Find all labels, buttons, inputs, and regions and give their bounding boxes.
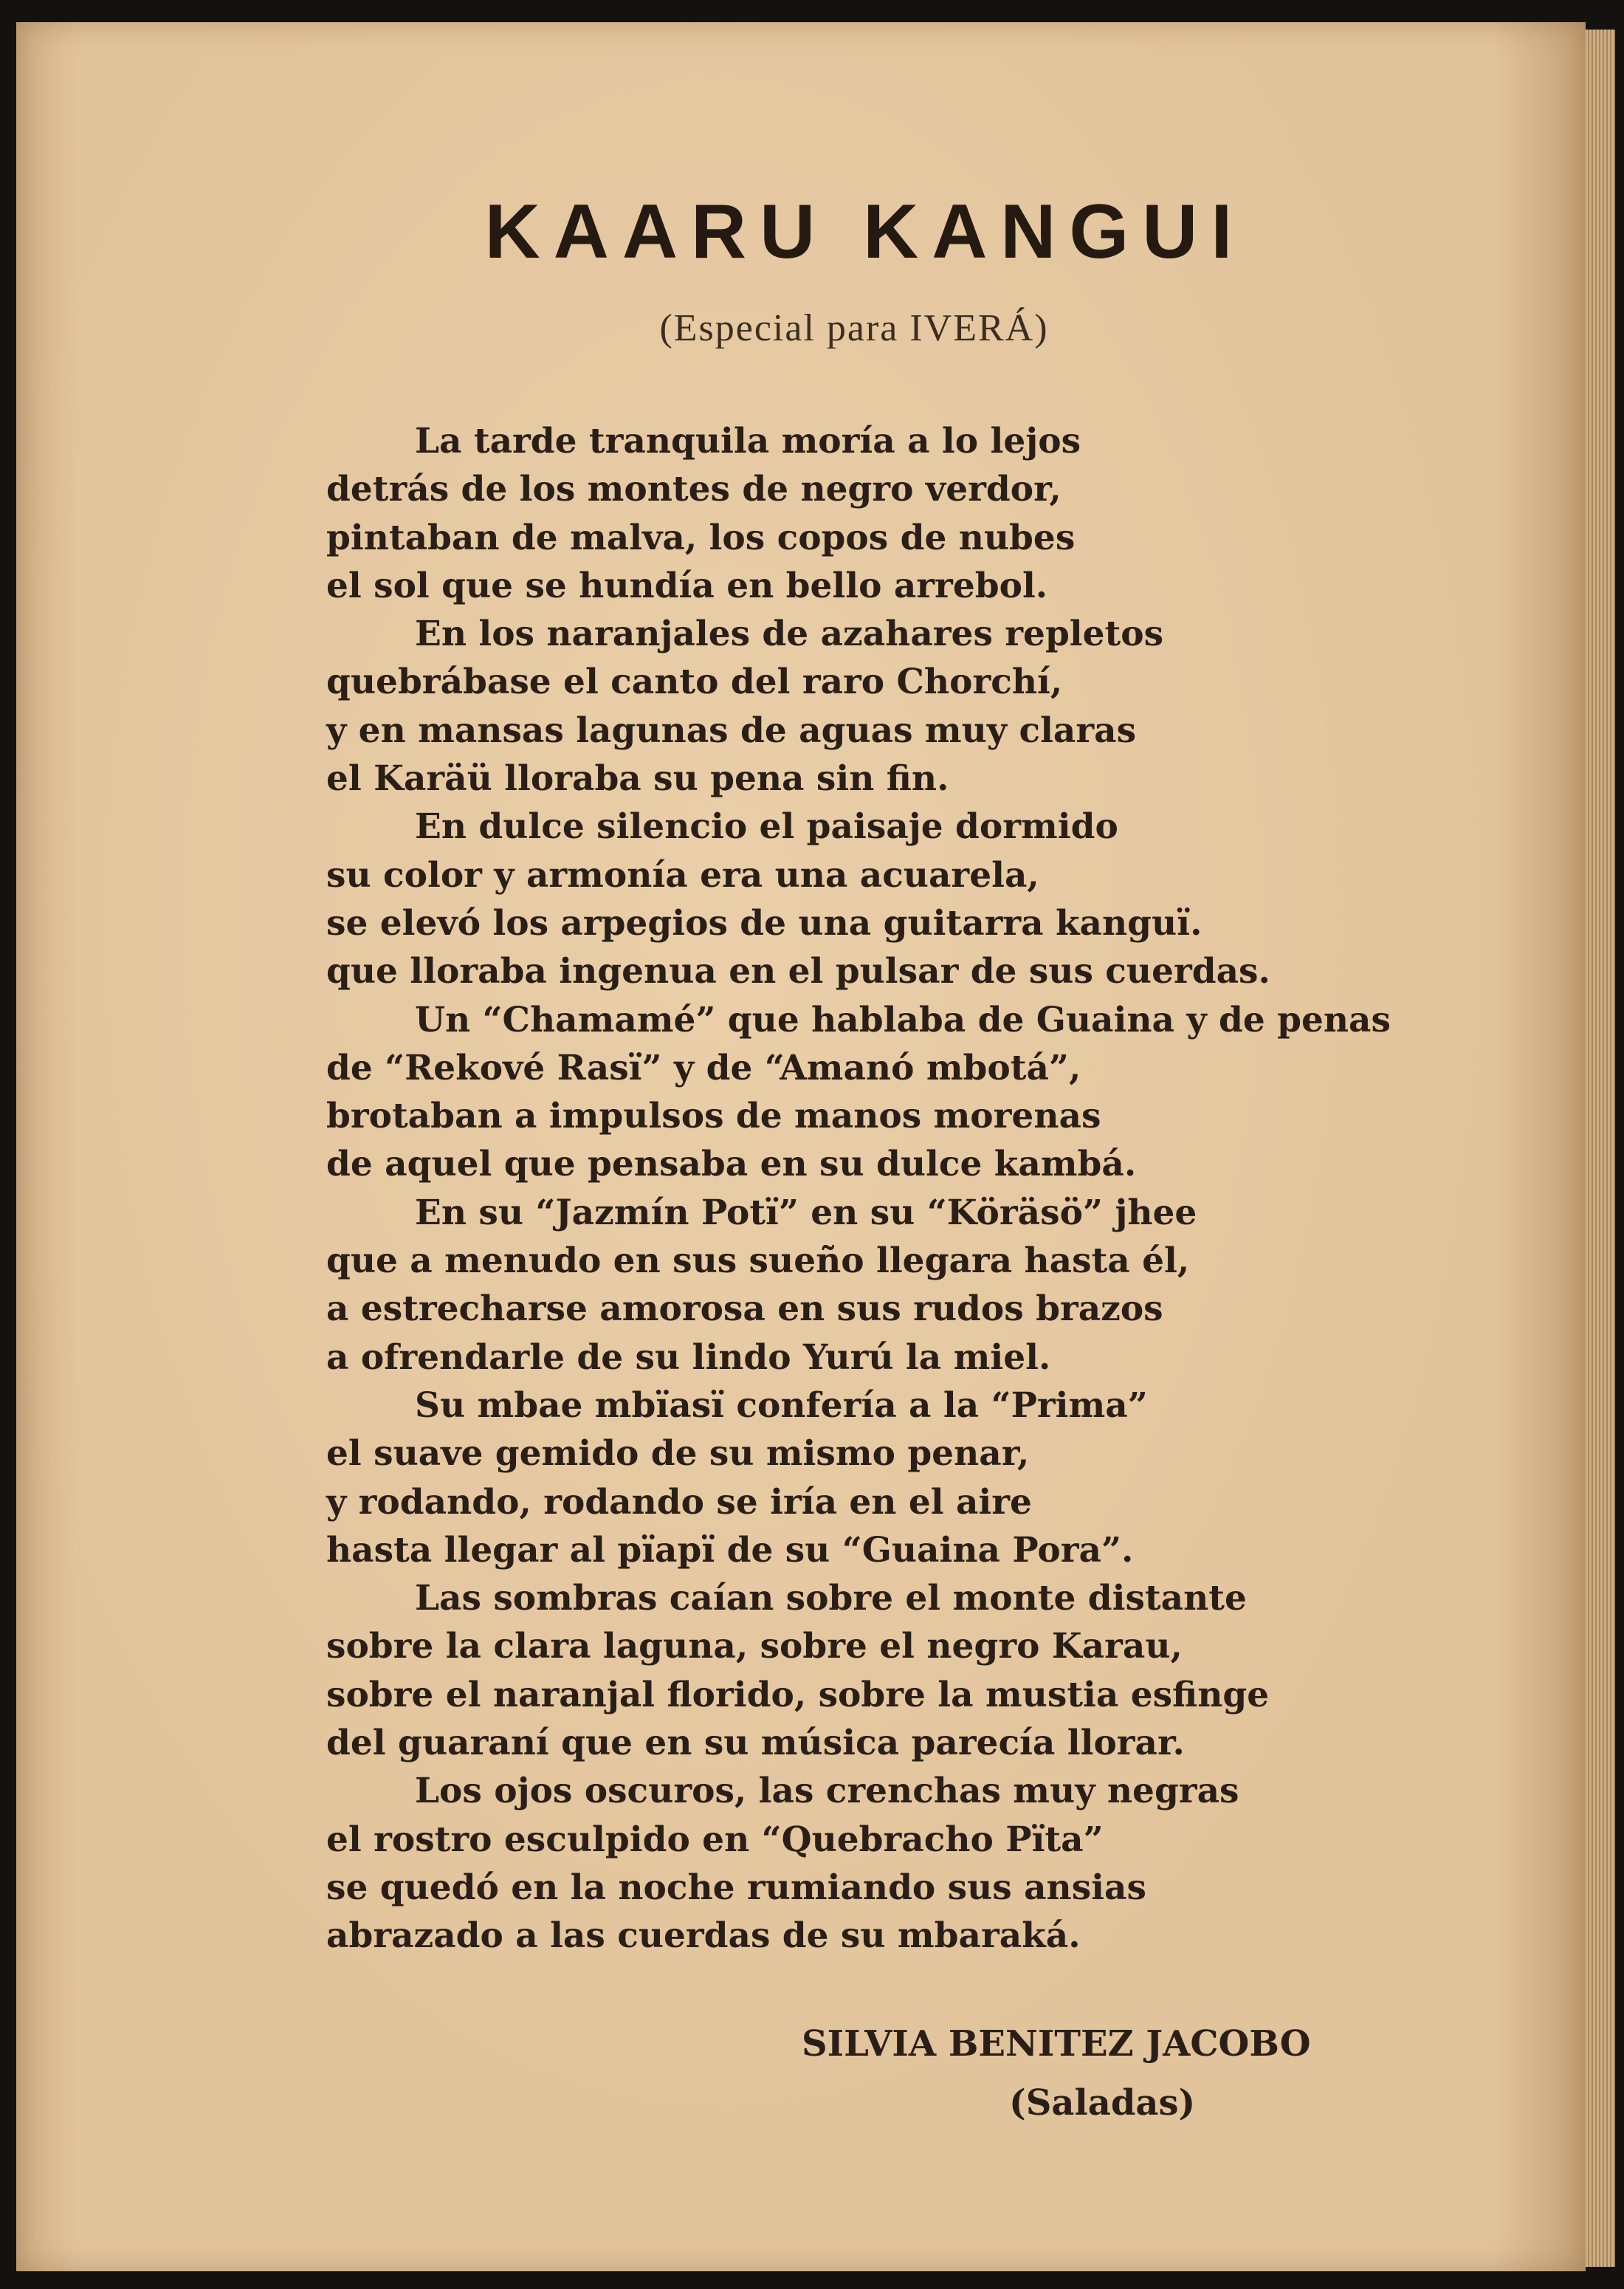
poem-line: sobre la clara laguna, sobre el negro Karau, bbox=[326, 1626, 1183, 1667]
poem-line: Su mbae mbïasï confería a la “Prima” bbox=[415, 1384, 1148, 1426]
poem-line: se quedó en la noche rumiando sus ansias bbox=[326, 1867, 1146, 1908]
poem-line: del guaraní que en su música parecía llorar. bbox=[326, 1723, 1185, 1764]
poem-line: el Karäü lloraba su pena sin fin. bbox=[326, 758, 949, 800]
poem-line: que a menudo en sus sueño llegara hasta él, bbox=[326, 1240, 1190, 1282]
poem-body bbox=[326, 417, 1478, 1960]
page bbox=[16, 22, 1586, 2271]
poem-line: sobre el naranjal florido, sobre la mustia esfinge bbox=[326, 1674, 1270, 1715]
poem-line: Los ojos oscuros, las crenchas muy negras bbox=[415, 1771, 1239, 1812]
poem-line: La tarde tranquila moría a lo lejos bbox=[415, 421, 1081, 461]
page-edge bbox=[1586, 30, 1615, 2267]
poem-line: de aquel que pensaba en su dulce kambá. bbox=[326, 1144, 1137, 1185]
poem-line: se elevó los arpegios de una guitarra kanguï. bbox=[326, 902, 1202, 944]
poem-line: a estrecharse amorosa en sus rudos brazos bbox=[326, 1288, 1163, 1330]
poem-line: y en mansas lagunas de aguas muy claras bbox=[326, 710, 1137, 751]
author-location: (Saladas) bbox=[1009, 2082, 1196, 2124]
poem-line: su color y armonía era una acuarela, bbox=[326, 854, 1039, 896]
poem-title: KAARU KANGUI bbox=[484, 189, 1246, 275]
poem-line: el sol que se hundía en bello arrebol. bbox=[326, 565, 1048, 606]
poem-line: En dulce silencio el paisaje dormido bbox=[415, 806, 1118, 848]
poem-line: pintaban de malva, los copos de nubes bbox=[326, 517, 1076, 558]
poem-line: el rostro esculpido en “Quebracho Pïta” bbox=[326, 1819, 1104, 1860]
poem-line: brotaban a impulsos de manos morenas bbox=[326, 1096, 1101, 1137]
poem-line: abrazado a las cuerdas de su mbaraká. bbox=[326, 1915, 1081, 1957]
author-name: SILVIA BENITEZ JACOBO bbox=[802, 2023, 1311, 2065]
poem-line: que lloraba ingenua en el pulsar de sus cuerdas. bbox=[326, 951, 1270, 992]
poem-line: Las sombras caían sobre el monte distante bbox=[415, 1578, 1247, 1619]
poem-line: detrás de los montes de negro verdor, bbox=[326, 469, 1062, 510]
poem-subtitle: (Especial para IVERÁ) bbox=[659, 307, 1049, 349]
poem-line: y rodando, rodando se iría en el aire bbox=[326, 1481, 1032, 1523]
poem-line: a ofrendarle de su lindo Yurú la miel. bbox=[326, 1336, 1051, 1378]
poem-line: hasta llegar al pïapï de su “Guaina Pora”. bbox=[326, 1529, 1134, 1571]
poem-line: En los naranjales de azahares repletos bbox=[415, 614, 1164, 655]
poem-line: de “Rekové Rasï” y de “Amanó mbotá”, bbox=[326, 1047, 1081, 1088]
poem-line: quebrábase el canto del raro Chorchí, bbox=[326, 662, 1063, 703]
poem-line: En su “Jazmín Potï” en su “Köräsö” jhee bbox=[415, 1192, 1197, 1233]
poem-line: Un “Chamamé” que hablaba de Guaina y de penas bbox=[415, 999, 1391, 1040]
poem-line: el suave gemido de su mismo penar, bbox=[326, 1433, 1030, 1475]
